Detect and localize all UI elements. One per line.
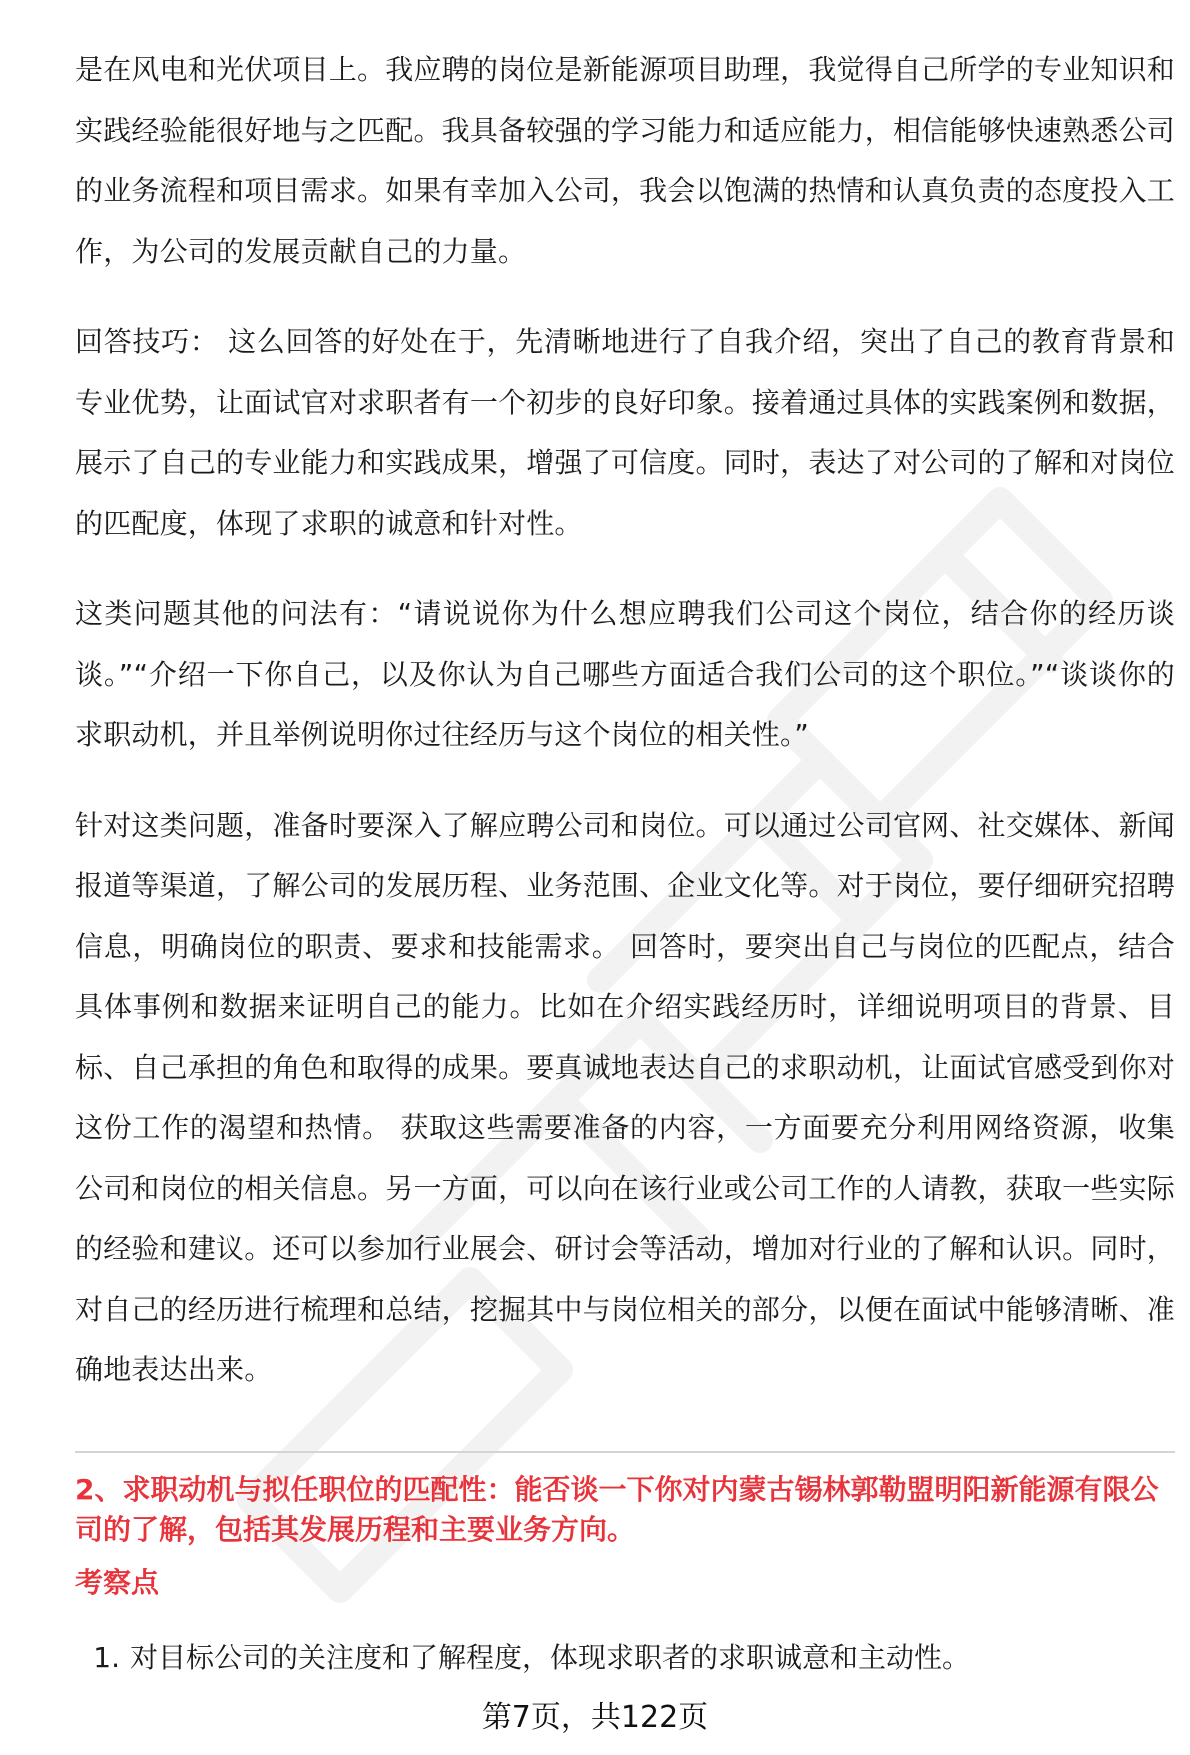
section-divider	[75, 1451, 1175, 1453]
list-item	[75, 1638, 1175, 1678]
paragraph-alternate-questions: 这类问题其他的问法有：“请说说你为什么想应聘我们公司这个岗位，结合你的经历谈谈。”“介绍一下你自己，以及你认为自己哪些方面适合我们公司的这个职位。”“谈谈你的求职动机，并且举例说明你过往经历与这个岗位的相关性。”	[75, 597, 1175, 751]
list-item-text: 对目标公司的关注度和了解程度，体现求职者的求职诚意和主动性。	[130, 1641, 971, 1674]
paragraph-answer-tips: 回答技巧： 这么回答的好处在于，先清晰地进行了自我介绍，突出了自己的教育背景和专业优势，让面试官对求职者有一个初步的良好印象。接着通过具体的实践案例和数据，展示了自己的专业能力和实践成果，增强了可信度。同时，表达了对公司的了解和对岗位的匹配度，体现了求职的诚意和针对性。	[75, 325, 1175, 540]
list-item-number: 1.	[93, 1641, 120, 1674]
question-heading: 2、求职动机与拟任职位的匹配性：能否谈一下你对内蒙古锡林郭勒盟明阳新能源有限公司的了解，包括其发展历程和主要业务方向。	[75, 1473, 1159, 1546]
document-body	[75, 40, 1175, 1431]
paragraph-answer-end: 是在风电和光伏项目上。我应聘的岗位是新能源项目助理，我觉得自己所学的专业知识和实践经验能很好地与之匹配。我具备较强的学习能力和适应能力，相信能够快速熟悉公司的业务流程和项目需求。如果有幸加入公司，我会以饱满的热情和认真负责的态度投入工作，为公司的发展贡献自己的力量。	[75, 53, 1175, 268]
evaluation-points-list	[75, 1638, 1175, 1678]
paragraph-preparation-advice: 针对这类问题，准备时要深入了解应聘公司和岗位。可以通过公司官网、社交媒体、新闻报道等渠道，了解公司的发展历程、业务范围、企业文化等。对于岗位，要仔细研究招聘信息，明确岗位的职责、要求和技能需求。 回答时，要突出自己与岗位的匹配点，结合具体事例和数据来证明自己的能力。比如在介绍实践经历时，详细说明项目的背景、目标、自己承担的角色和取得的成果。要真诚地表达自己的求职动机，让面试官感受到你对这份工作的渴望和热情。 获取这些需要准备的内容，一方面要充分利用网络资源，收集公司和岗位的相关信息。另一方面，可以向在该行业或公司工作的人请教，获取一些实际的经验和建议。还可以参加行业展会、研讨会等活动，增加对行业的了解和认识。同时，对自己的经历进行梳理和总结，挖掘其中与岗位相关的部分，以便在面试中能够清晰、准确地表达出来。	[75, 808, 1175, 1386]
page-footer: 第7页，共122页	[481, 1700, 709, 1735]
section-label-evaluation-points: 考察点	[75, 1566, 160, 1599]
